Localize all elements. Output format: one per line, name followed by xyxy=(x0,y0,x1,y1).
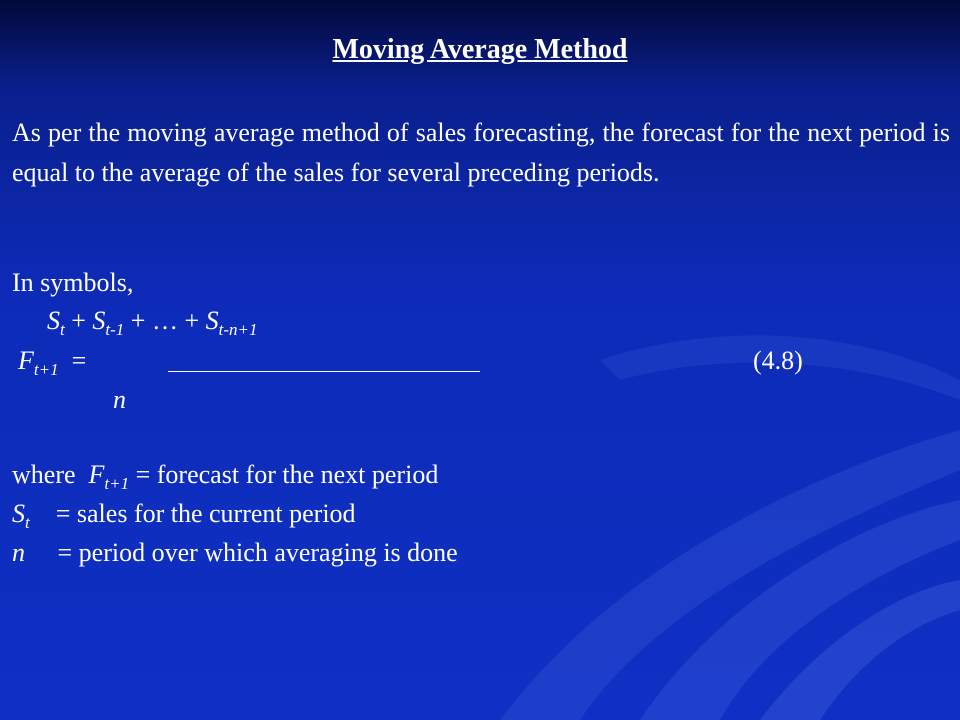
def-s-sub: t xyxy=(25,513,30,532)
num-s2: S xyxy=(92,306,106,335)
def-n-row xyxy=(12,538,458,568)
def-f-symbol: F xyxy=(88,460,105,489)
intro-paragraph: As per the moving average method of sales forecasting, the forecast for the next period is equal to the average of the sales for several preceding periods. xyxy=(12,118,950,187)
formula-denominator: n xyxy=(113,385,126,414)
def-f-text: = forecast for the next period xyxy=(135,460,439,489)
slide-title: Moving Average Method xyxy=(332,34,628,65)
equation-number: (4.8) xyxy=(753,346,803,375)
in-symbols-label: In symbols, xyxy=(12,268,134,297)
where-label: where xyxy=(12,460,76,489)
lhs-sub: t+1 xyxy=(33,360,59,379)
formula-numerator xyxy=(47,306,258,339)
def-s-text: = sales for the current period xyxy=(55,499,356,528)
fraction-bar xyxy=(168,371,480,372)
def-s-symbol: S xyxy=(12,499,25,528)
lhs-f: F xyxy=(18,346,34,375)
def-s-row xyxy=(12,499,356,532)
def-f-sub: t+1 xyxy=(104,474,130,493)
def-n-symbol: n xyxy=(12,538,25,567)
num-s1: S xyxy=(47,306,60,335)
lhs-equals: = xyxy=(71,346,87,375)
num-s3: S xyxy=(205,306,219,335)
num-plus: + xyxy=(64,306,93,335)
def-f-row xyxy=(12,460,439,493)
def-n-text: = period over which averaging is done xyxy=(57,538,458,567)
num-sub-t1: t-1 xyxy=(105,320,125,339)
num-sub-t: t xyxy=(60,320,65,339)
formula-lhs xyxy=(18,346,87,379)
num-ellipsis: + … + xyxy=(124,306,206,335)
num-sub-tn1: t-n+1 xyxy=(218,320,258,339)
